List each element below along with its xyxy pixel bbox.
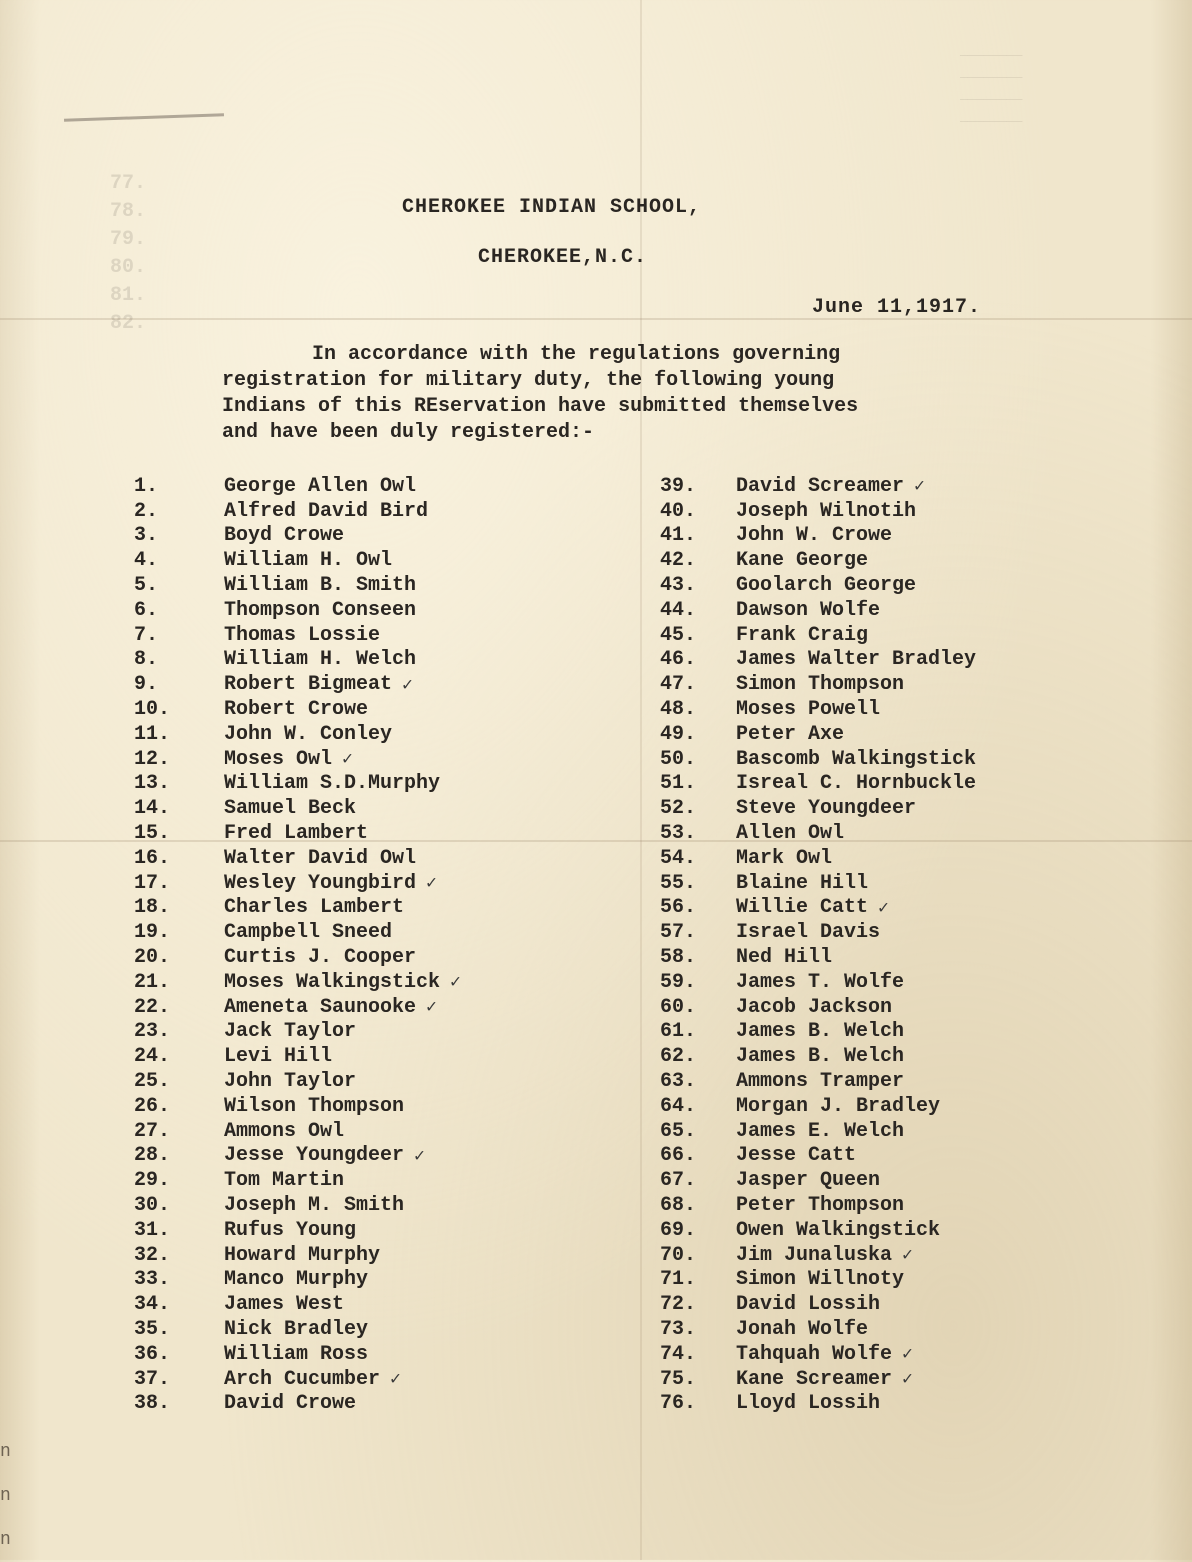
- registrant-name: Wilson Thompson: [224, 1094, 405, 1118]
- registrant-number: 67.: [660, 1169, 697, 1193]
- registrant-list-right: [660, 474, 976, 1416]
- registrant-entry: [660, 1218, 976, 1243]
- registrant-entry: [660, 995, 976, 1020]
- registrant-entry: [134, 970, 461, 995]
- registrant-name: Moses Owl: [224, 747, 333, 771]
- registrant-name: John Taylor: [224, 1070, 357, 1094]
- registrant-number: 23.: [134, 1020, 171, 1044]
- check-mark-icon: ✓: [450, 973, 461, 994]
- check-mark-icon: ✓: [914, 477, 925, 498]
- registrant-number: 22.: [134, 995, 171, 1019]
- registrant-number: 36.: [134, 1342, 171, 1366]
- registrant-number: 13.: [134, 772, 171, 796]
- registrant-entry: [134, 1218, 461, 1243]
- registrant-name: Simon Willnoty: [736, 1268, 905, 1292]
- registrant-entry: [134, 1144, 461, 1169]
- registrant-entry: [660, 697, 976, 722]
- registrant-entry: [660, 573, 976, 598]
- registrant-name: James B. Welch: [736, 1020, 905, 1044]
- registrant-entry: [134, 474, 461, 499]
- registrant-name: Willie Catt: [736, 896, 869, 920]
- registrant-entry: [660, 1367, 976, 1392]
- registrant-number: 24.: [134, 1045, 171, 1069]
- registrant-name: David Screamer: [736, 474, 905, 498]
- registrant-name: Rufus Young: [224, 1218, 357, 1242]
- registrant-number: 56.: [660, 896, 697, 920]
- registrant-list-left: [134, 474, 461, 1416]
- registrant-name: Robert Crowe: [224, 698, 369, 722]
- registrant-number: 3.: [134, 524, 159, 548]
- registrant-entry: [660, 796, 976, 821]
- registrant-entry: [660, 1193, 976, 1218]
- registrant-number: 63.: [660, 1070, 697, 1094]
- registrant-name: Arch Cucumber: [224, 1367, 381, 1391]
- registrant-number: 66.: [660, 1144, 697, 1168]
- registrant-name: William S.D.Murphy: [224, 772, 441, 796]
- registrant-number: 40.: [660, 499, 697, 523]
- registrant-number: 6.: [134, 598, 159, 622]
- registrant-number: 50.: [660, 747, 697, 771]
- registrant-number: 38.: [134, 1392, 171, 1416]
- registrant-name: Ammons Tramper: [736, 1070, 905, 1094]
- bleed-through-text: ________ ________ ________ ________: [960, 43, 1023, 124]
- registrant-entry: [134, 821, 461, 846]
- registrant-name: Howard Murphy: [224, 1243, 381, 1267]
- registrant-entry: [134, 871, 461, 896]
- registrant-name: Frank Craig: [736, 623, 869, 647]
- registrant-number: 7.: [134, 623, 159, 647]
- registrant-name: Samuel Beck: [224, 797, 357, 821]
- registrant-name: Peter Thompson: [736, 1194, 905, 1217]
- registrant-entry: [660, 945, 976, 970]
- registrant-name: Nick Bradley: [224, 1317, 369, 1341]
- registrant-entry: [134, 772, 461, 797]
- registrant-number: 12.: [134, 747, 171, 771]
- registrant-entry: [660, 672, 976, 697]
- registrant-entry: [134, 1119, 461, 1144]
- registrant-number: 68.: [660, 1194, 697, 1217]
- registrant-entry: [660, 548, 976, 573]
- registrant-number: 60.: [660, 995, 697, 1019]
- registrant-entry: [134, 1243, 461, 1268]
- registrant-name: Ameneta Saunooke: [224, 995, 417, 1019]
- registrant-name: Blaine Hill: [736, 871, 869, 895]
- registrant-entry: [660, 772, 976, 797]
- registrant-entry: [134, 524, 461, 549]
- registrant-name: Allen Owl: [736, 822, 845, 846]
- registrant-entry: [660, 524, 976, 549]
- registrant-entry: [134, 1069, 461, 1094]
- registrant-number: 54.: [660, 846, 697, 870]
- registrant-number: 1.: [134, 474, 159, 498]
- registrant-name: Peter Axe: [736, 722, 845, 746]
- registrant-entry: [134, 672, 461, 697]
- adjacent-page-edge: n n n: [0, 1442, 11, 1550]
- registrant-name: Moses Powell: [736, 698, 881, 722]
- bleed-through-text: 77. 78. 79. 80. 81. 82.: [110, 172, 147, 335]
- registrant-number: 20.: [134, 946, 171, 970]
- registrant-entry: [134, 846, 461, 871]
- registrant-entry: [660, 1342, 976, 1367]
- registrant-entry: [660, 1268, 976, 1293]
- registrant-number: 45.: [660, 623, 697, 647]
- registrant-name: Owen Walkingstick: [736, 1218, 941, 1242]
- registrant-name: Curtis J. Cooper: [224, 946, 417, 970]
- registrant-name: Jonah Wolfe: [736, 1317, 869, 1341]
- registrant-number: 62.: [660, 1045, 697, 1069]
- registrant-entry: [660, 846, 976, 871]
- registrant-entry: [660, 1020, 976, 1045]
- registrant-name: Jesse Youngdeer: [224, 1144, 405, 1168]
- registrant-name: Simon Thompson: [736, 673, 905, 697]
- intro-paragraph: [222, 342, 1042, 446]
- registrant-name: William H. Welch: [224, 648, 417, 672]
- paper-fold: [0, 318, 1192, 320]
- check-mark-icon: ✓: [902, 1370, 913, 1391]
- registrant-name: Kane George: [736, 549, 869, 573]
- check-mark-icon: ✓: [902, 1345, 913, 1366]
- registrant-entry: [134, 1292, 461, 1317]
- registrant-entry: [134, 722, 461, 747]
- registrant-name: Isreal C. Hornbuckle: [736, 772, 977, 796]
- registrant-number: 8.: [134, 648, 159, 672]
- registrant-entry: [134, 1268, 461, 1293]
- registrant-number: 58.: [660, 946, 697, 970]
- registrant-name: Levi Hill: [224, 1045, 333, 1069]
- registrant-number: 21.: [134, 970, 171, 994]
- registrant-entry: [660, 1044, 976, 1069]
- registrant-number: 29.: [134, 1169, 171, 1193]
- registrant-name: Wesley Youngbird: [224, 871, 417, 895]
- registrant-number: 10.: [134, 698, 171, 722]
- registrant-number: 18.: [134, 896, 171, 920]
- registrant-entry: [660, 474, 976, 499]
- registrant-name: Jim Junaluska: [736, 1243, 893, 1267]
- registrant-number: 31.: [134, 1218, 171, 1242]
- registrant-name: Jasper Queen: [736, 1169, 881, 1193]
- registrant-number: 2.: [134, 499, 159, 523]
- check-mark-icon: ✓: [402, 675, 413, 696]
- registrant-entry: [134, 1168, 461, 1193]
- registrant-number: 49.: [660, 722, 697, 746]
- registrant-name: James Walter Bradley: [736, 648, 977, 672]
- registrant-number: 37.: [134, 1367, 171, 1391]
- registrant-entry: [134, 1367, 461, 1392]
- registrant-name: William H. Owl: [224, 549, 393, 573]
- registrant-name: Jacob Jackson: [736, 995, 893, 1019]
- registrant-name: Ned Hill: [736, 946, 833, 970]
- registrant-name: Israel Davis: [736, 921, 881, 945]
- registrant-number: 15.: [134, 822, 171, 846]
- registrant-name: Alfred David Bird: [224, 499, 429, 523]
- registrant-entry: [660, 821, 976, 846]
- registrant-number: 70.: [660, 1243, 697, 1267]
- registrant-entry: [134, 648, 461, 673]
- registrant-number: 64.: [660, 1094, 697, 1118]
- registrant-name: David Lossih: [736, 1293, 881, 1317]
- registrant-number: 43.: [660, 574, 697, 598]
- intro-line: registration for military duty, the following young: [222, 369, 835, 392]
- registrant-entry: [134, 499, 461, 524]
- registrant-number: 39.: [660, 474, 697, 498]
- registrant-name: James E. Welch: [736, 1119, 905, 1143]
- registrant-number: 32.: [134, 1243, 171, 1267]
- registrant-number: 76.: [660, 1392, 697, 1416]
- staple-mark: [64, 113, 224, 122]
- registrant-number: 33.: [134, 1268, 171, 1292]
- registrant-name: Robert Bigmeat: [224, 673, 393, 697]
- registrant-name: John W. Crowe: [736, 524, 893, 548]
- registrant-entry: [134, 995, 461, 1020]
- paper-fold: [640, 0, 642, 1560]
- registrant-number: 71.: [660, 1268, 697, 1292]
- registrant-entry: [134, 1044, 461, 1069]
- registrant-name: James T. Wolfe: [736, 970, 905, 994]
- registrant-name: Ammons Owl: [224, 1119, 345, 1143]
- registrant-entry: [660, 1119, 976, 1144]
- registrant-name: John W. Conley: [224, 722, 393, 746]
- registrant-name: Kane Screamer: [736, 1367, 893, 1391]
- registrant-number: 9.: [134, 673, 159, 697]
- registrant-entry: [134, 796, 461, 821]
- registrant-name: Moses Walkingstick: [224, 970, 441, 994]
- registrant-name: Jesse Catt: [736, 1144, 857, 1168]
- registrant-entry: [660, 871, 976, 896]
- registrant-entry: [134, 1391, 461, 1416]
- registrant-number: 46.: [660, 648, 697, 672]
- registrant-name: William Ross: [224, 1342, 369, 1366]
- registrant-entry: [134, 697, 461, 722]
- registrant-number: 52.: [660, 797, 697, 821]
- registrant-number: 17.: [134, 871, 171, 895]
- registrant-name: William B. Smith: [224, 574, 417, 598]
- registrant-number: 72.: [660, 1293, 697, 1317]
- registrant-entry: [660, 1243, 976, 1268]
- intro-line: In accordance with the regulations governing: [312, 343, 841, 366]
- registrant-number: 59.: [660, 970, 697, 994]
- registrant-number: 42.: [660, 549, 697, 573]
- check-mark-icon: ✓: [426, 998, 437, 1019]
- registrant-number: 14.: [134, 797, 171, 821]
- registrant-number: 25.: [134, 1070, 171, 1094]
- registrant-number: 35.: [134, 1317, 171, 1341]
- registrant-entry: [660, 1069, 976, 1094]
- registrant-name: Joseph M. Smith: [224, 1194, 405, 1217]
- registrant-entry: [134, 920, 461, 945]
- registrant-entry: [660, 722, 976, 747]
- registrant-number: 27.: [134, 1119, 171, 1143]
- registrant-entry: [660, 970, 976, 995]
- registrant-name: Charles Lambert: [224, 896, 405, 920]
- intro-line: and have been duly registered:-: [222, 421, 595, 444]
- registrant-entry: [660, 920, 976, 945]
- registrant-entry: [660, 1144, 976, 1169]
- registrant-name: Tom Martin: [224, 1169, 345, 1193]
- document-date: June 11,1917.: [812, 296, 982, 319]
- check-mark-icon: ✓: [902, 1246, 913, 1267]
- registrant-entry: [660, 499, 976, 524]
- registrant-number: 47.: [660, 673, 697, 697]
- registrant-entry: [660, 896, 976, 921]
- registrant-name: Jack Taylor: [224, 1020, 357, 1044]
- registrant-entry: [660, 1292, 976, 1317]
- registrant-number: 73.: [660, 1317, 697, 1341]
- registrant-entry: [134, 1317, 461, 1342]
- school-location: CHEROKEE,N.C.: [478, 246, 648, 269]
- check-mark-icon: ✓: [414, 1146, 425, 1167]
- registrant-number: 34.: [134, 1293, 171, 1317]
- registrant-name: Tahquah Wolfe: [736, 1342, 893, 1366]
- registrant-name: James B. Welch: [736, 1045, 905, 1069]
- intro-line: Indians of this REservation have submitted themselves: [222, 395, 859, 418]
- registrant-entry: [660, 747, 976, 772]
- registrant-number: 75.: [660, 1367, 697, 1391]
- check-mark-icon: ✓: [426, 874, 437, 895]
- registrant-name: James West: [224, 1293, 345, 1317]
- registrant-entry: [134, 623, 461, 648]
- registrant-entry: [660, 1317, 976, 1342]
- registrant-entry: [134, 896, 461, 921]
- registrant-entry: [134, 1094, 461, 1119]
- registrant-number: 30.: [134, 1194, 171, 1217]
- registrant-entry: [134, 573, 461, 598]
- registrant-number: 16.: [134, 846, 171, 870]
- registrant-number: 5.: [134, 574, 159, 598]
- registrant-name: George Allen Owl: [224, 474, 417, 498]
- registrant-entry: [134, 1020, 461, 1045]
- check-mark-icon: ✓: [390, 1370, 401, 1391]
- registrant-number: 53.: [660, 822, 697, 846]
- registrant-name: Goolarch George: [736, 574, 917, 598]
- registrant-number: 44.: [660, 598, 697, 622]
- check-mark-icon: ✓: [878, 898, 889, 919]
- registrant-number: 11.: [134, 722, 171, 746]
- registrant-name: Steve Youngdeer: [736, 797, 917, 821]
- registrant-name: Joseph Wilnotih: [736, 499, 917, 523]
- registrant-name: Boyd Crowe: [224, 524, 345, 548]
- registrant-name: Lloyd Lossih: [736, 1392, 881, 1416]
- registrant-number: 57.: [660, 921, 697, 945]
- registrant-entry: [660, 648, 976, 673]
- registrant-number: 41.: [660, 524, 697, 548]
- registrant-number: 55.: [660, 871, 697, 895]
- registrant-number: 26.: [134, 1094, 171, 1118]
- registrant-name: Dawson Wolfe: [736, 598, 881, 622]
- registrant-number: 74.: [660, 1342, 697, 1366]
- registrant-entry: [134, 747, 461, 772]
- registrant-entry: [134, 1342, 461, 1367]
- registrant-number: 4.: [134, 549, 159, 573]
- registrant-number: 19.: [134, 921, 171, 945]
- registrant-name: David Crowe: [224, 1392, 357, 1416]
- registrant-name: Campbell Sneed: [224, 921, 393, 945]
- registrant-number: 65.: [660, 1119, 697, 1143]
- registrant-entry: [660, 623, 976, 648]
- registrant-name: Mark Owl: [736, 846, 833, 870]
- registrant-number: 28.: [134, 1144, 171, 1168]
- registrant-name: Morgan J. Bradley: [736, 1094, 941, 1118]
- registrant-name: Thompson Conseen: [224, 598, 417, 622]
- registrant-entry: [660, 1168, 976, 1193]
- registrant-entry: [660, 1391, 976, 1416]
- registrant-name: Bascomb Walkingstick: [736, 747, 977, 771]
- registrant-entry: [134, 1193, 461, 1218]
- registrant-entry: [134, 598, 461, 623]
- registrant-name: Thomas Lossie: [224, 623, 381, 647]
- registrant-entry: [660, 598, 976, 623]
- check-mark-icon: ✓: [342, 750, 353, 771]
- registrant-number: 51.: [660, 772, 697, 796]
- school-name: CHEROKEE INDIAN SCHOOL,: [402, 196, 702, 219]
- registrant-entry: [134, 548, 461, 573]
- registrant-entry: [660, 1094, 976, 1119]
- registrant-name: Manco Murphy: [224, 1268, 369, 1292]
- registrant-number: 61.: [660, 1020, 697, 1044]
- registrant-name: Walter David Owl: [224, 846, 417, 870]
- registrant-entry: [134, 945, 461, 970]
- registrant-number: 69.: [660, 1218, 697, 1242]
- registrant-number: 48.: [660, 698, 697, 722]
- registrant-name: Fred Lambert: [224, 822, 369, 846]
